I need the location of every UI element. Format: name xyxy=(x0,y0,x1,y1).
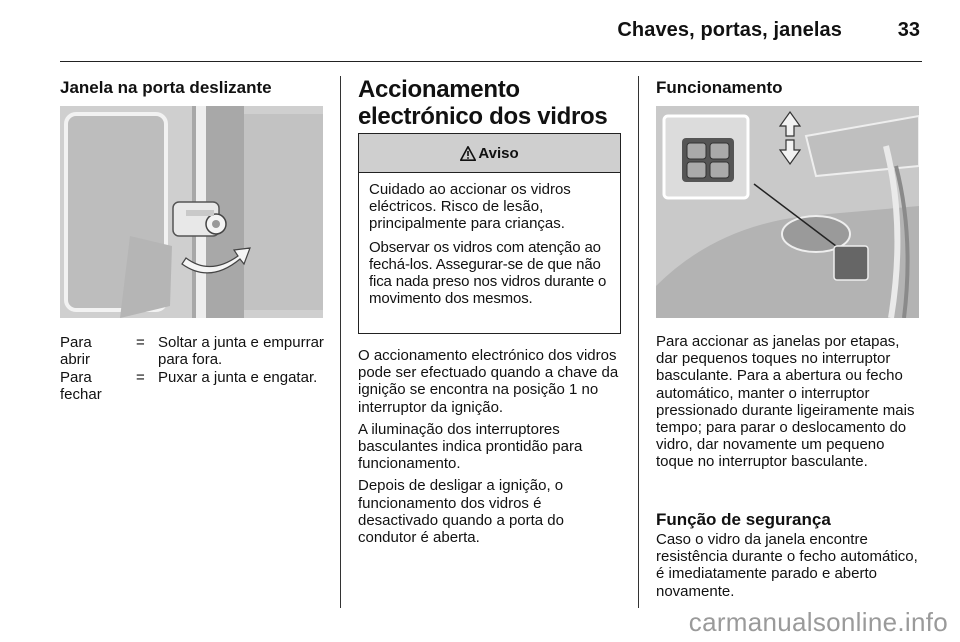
operation-text xyxy=(656,333,922,471)
warning-triangle-icon xyxy=(460,146,476,161)
body-paragraph: Depois de desligar a ignição, o funcionamento dos vidros é desactivado quando a porta do condutor é aberta. xyxy=(358,477,564,547)
warning-paragraph: Observar os vidros com atenção ao fechá-los. Assegurar-se de que não fica nada preso nos vidros durante o movimento dos mesmos. xyxy=(369,238,607,308)
definition-term: Para fechar xyxy=(60,369,102,404)
section-heading-sliding-door-window: Janela na porta deslizante xyxy=(60,78,272,97)
definition-description: Puxar a junta e engatar. xyxy=(158,369,318,386)
definition-row-close xyxy=(60,369,330,403)
electric-windows-text xyxy=(358,347,621,546)
column-divider-1 xyxy=(340,76,341,608)
body-paragraph: Caso o vidro da janela encontre resistência durante o fecho automático, é imediatamente parado e aberto novamente. xyxy=(656,531,918,600)
section-heading-electric-windows: Accionamento electrónico dos vidros xyxy=(358,76,608,130)
warning-header xyxy=(359,134,620,173)
warning-label: Aviso xyxy=(478,144,519,162)
watermark: carmanualsonline.info xyxy=(688,607,948,637)
switch-zoom-inset xyxy=(664,116,748,198)
body-paragraph: O accionamento electrónico dos vidros pode ser efectuado quando a chave da ignição se encontra na posição 1 no interruptor da ignição. xyxy=(358,347,619,416)
warning-box xyxy=(358,133,621,334)
definition-term: Para abrir xyxy=(60,334,92,369)
definition-row-open xyxy=(60,334,330,368)
warning-body xyxy=(359,173,620,307)
latch-handle-shape xyxy=(173,202,226,236)
column-divider-2 xyxy=(638,76,639,608)
definition-equals: = xyxy=(136,334,145,351)
page-number: 33 xyxy=(897,19,920,41)
body-paragraph: A iluminação dos interruptores basculantes indica prontidão para funcionamento. xyxy=(358,420,583,473)
running-header-title: Chaves, portas, janelas xyxy=(617,19,842,41)
safety-function-text xyxy=(656,531,922,600)
sliding-window-latch-illustration xyxy=(60,106,323,318)
definition-equals: = xyxy=(136,369,145,386)
section-heading-safety-function: Função de segurança xyxy=(656,510,831,529)
header-divider xyxy=(60,61,922,62)
section-heading-operation: Funcionamento xyxy=(656,78,783,97)
definition-description: Soltar a junta e empurrar para fora. xyxy=(158,334,324,369)
window-switch-illustration xyxy=(656,106,919,318)
body-paragraph: Para accionar as janelas por etapas, dar pequenos toques no interruptor basculante. Para a abertura ou fecho automático, manter o interruptor pressionado durante ligeiramente mais tempo; para parar o deslocamento do vidro, dar novamente um pequeno toque no interruptor basculante. xyxy=(656,333,915,471)
page-header xyxy=(0,0,960,64)
warning-paragraph: Cuidado ao accionar os vidros eléctricos. Risco de lesão, principalmente para crianças. xyxy=(369,181,571,233)
